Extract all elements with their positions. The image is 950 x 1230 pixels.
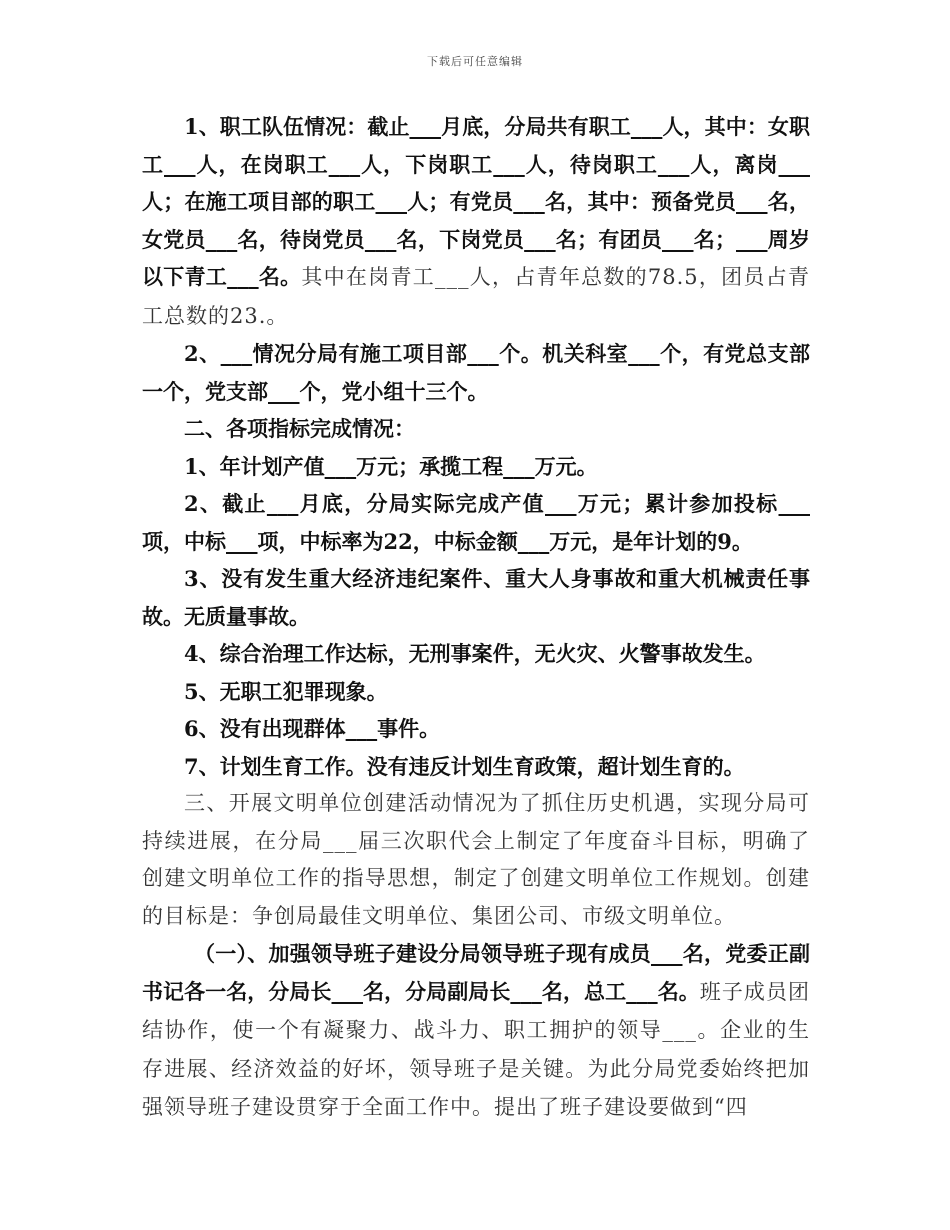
paragraph-comprehensive-governance: 4、综合治理工作达标，无刑事案件，无火灾、火警事故发生。 [184,641,766,666]
paragraph-project-departments: 2、___情况分局有施工项目部___个。机关科室___个，有党总支部一个，党支部___个，党小组十三个。 [142,341,810,404]
paragraph-no-crime: 5、无职工犯罪现象。 [184,678,388,704]
document-body [142,108,810,1127]
paragraph-leadership-bold: （一）、加强领导班子建设分局领导班子现有成员___名，党委正副书记各一名，分局长___名，分局副局长___名，总工___名。 [142,941,810,1004]
page-header: 下载后可任意编辑 [427,55,523,68]
paragraph-leadership-normal: 班子成员团结协作，使一个有凝聚力、战斗力、职工拥护的领导___。企业的生存进展、经济效益的好坏，领导班子是关键。为此分局党委始终把加强领导班子建设贯穿于全面工作中。提出了班子建设要做到“四 [142,979,811,1119]
paragraph-leadership [142,935,810,1127]
paragraph-annual-plan: 1、年计划产值___万元；承揽工程___万元。 [184,453,598,479]
section-heading-indicators: 二、各项指标完成情况： [184,416,415,441]
paragraph-family-planning: 7、计划生育工作。没有违反计划生育政策，超计划生育的。 [184,753,745,779]
paragraph-staff-overview-bold: 1、职工队伍情况：截止___月底，分局共有职工___人，其中：女职工___人，在岗职工___人，下岗职工___人，待岗职工___人，离岗___人；在施工项目部的职工___人；有党员___名，其中：预备党员___名，女党员___名，待岗党员___名，下岗党员___名；有团员___名；___周岁以下青工___名。 [142,114,810,289]
paragraph-output-bidding: 2、截止___月底，分局实际完成产值___万元；累计参加投标___项，中标___项，中标率为22，中标金额___万元，是年计划的9。 [142,491,810,554]
paragraph-no-accidents: 3、没有发生重大经济违纪案件、重大人身事故和重大机械责任事故。无质量事故。 [142,566,810,629]
section-civilized-unit: 三、开展文明单位创建活动情况为了抓住历史机遇，实现分局可持续进展，在分局___届三次职代会上制定了年度奋斗目标，明确了创建文明单位工作的指导思想，制定了创建文明单位工作规划。创建的目标是：争创局最佳文明单位、集团公司、市级文明单位。 [142,791,810,928]
paragraph-staff-overview-normal: 其中在岗青工___人，占青年总数的78.5，团员占青工总数的23.。 [142,265,810,328]
paragraph-no-mass-incident: 6、没有出现群体___事件。 [184,716,441,741]
paragraph-staff-overview [142,108,810,335]
